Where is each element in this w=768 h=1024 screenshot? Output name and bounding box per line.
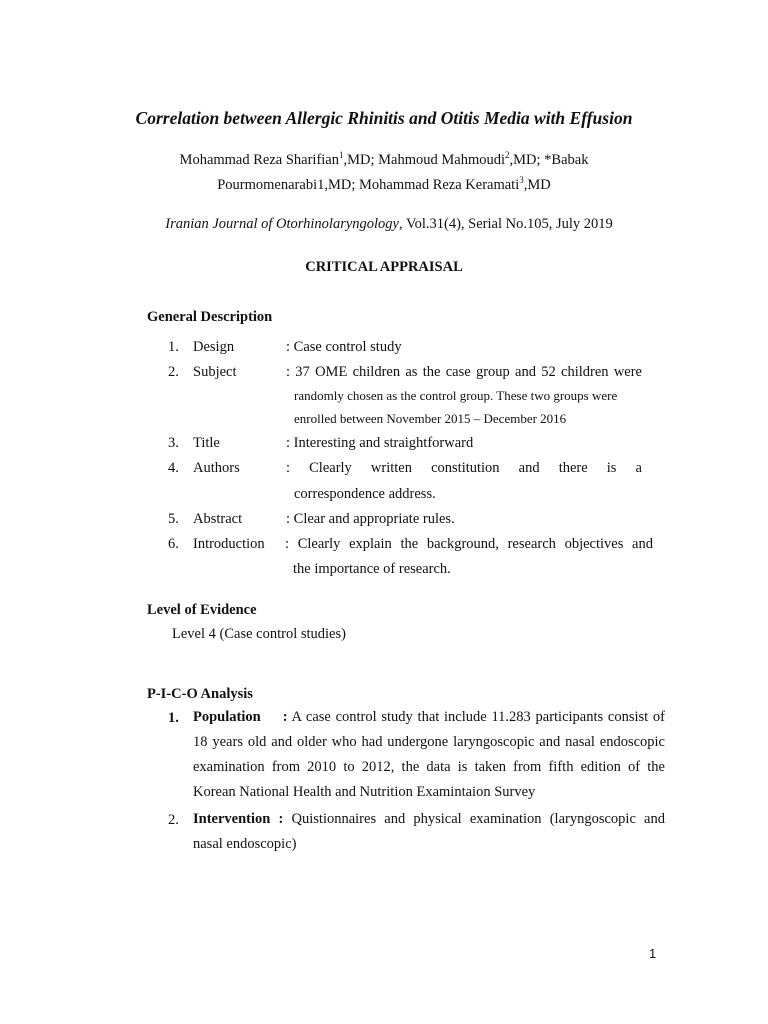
item-label: Introduction: [193, 536, 265, 552]
affiliation-sup: 2: [505, 150, 510, 160]
pico-item-body: [193, 705, 665, 805]
paper-title: Correlation between Allergic Rhinitis and Otitis Media with Effusion: [135, 108, 633, 128]
item-number: 1.: [168, 710, 179, 726]
item-label: Design: [193, 339, 235, 355]
item-number: 2.: [168, 364, 179, 380]
item-value: : Case control study: [286, 339, 402, 355]
item-number: 3.: [168, 435, 179, 451]
author-line-2: [0, 173, 768, 198]
page-number: 1: [649, 946, 657, 961]
journal-details: , Vol.31(4), Serial No.105, July 2019: [399, 216, 613, 232]
author-list: [0, 148, 768, 198]
section-heading-critical-appraisal: CRITICAL APPRAISAL: [305, 259, 463, 275]
author-name: ,MD; Mahmoud Mahmoudi: [343, 152, 506, 168]
item-value-continuation: enrolled between November 2015 – December 2016: [294, 411, 567, 426]
section-heading-pico-analysis: P-I-C-O Analysis: [147, 686, 253, 702]
item-value-continuation: randomly chosen as the control group. These two groups were: [294, 388, 618, 403]
author-name: ,MD; *Babak: [509, 152, 589, 168]
item-value-continuation: the importance of research.: [293, 561, 451, 577]
item-label: Authors: [193, 460, 240, 476]
item-value: : Clear and appropriate rules.: [286, 511, 455, 527]
item-number: 1.: [168, 339, 179, 355]
item-label: Subject: [193, 364, 237, 380]
item-label: Population: [193, 709, 261, 725]
item-number: 6.: [168, 536, 179, 552]
item-value: : Interesting and straightforward: [286, 435, 474, 451]
section-heading-general-description: General Description: [147, 309, 273, 325]
author-name: Mohammad Reza Sharifian: [179, 152, 339, 168]
item-number: 5.: [168, 511, 179, 527]
item-label: Title: [193, 435, 220, 451]
item-value: A case control study that include 11.283 participants consist of 18 years old and older who had undergone laryngoscopic and nasal endoscopic examination from 2010 to 2012, the data is taken from fifth edition of the Korean National Health and Nutrition Examintaion Survey: [193, 709, 665, 800]
author-name: ,MD: [523, 177, 551, 193]
journal-citation: [0, 216, 768, 233]
affiliation-sup: 3: [519, 175, 524, 185]
item-number: 2.: [168, 812, 179, 828]
author-line-1: [0, 148, 768, 173]
item-label: Intervention :: [193, 811, 284, 827]
level-of-evidence-text: Level 4 (Case control studies): [172, 626, 346, 642]
item-value: : Clearly written constitution and there is a: [286, 460, 642, 476]
item-value: : 37 OME children as the case group and 52 children were: [286, 364, 642, 380]
section-heading-level-of-evidence: Level of Evidence: [147, 602, 257, 618]
affiliation-sup: 1: [339, 150, 344, 160]
item-number: 4.: [168, 460, 179, 476]
item-label: Abstract: [193, 511, 243, 527]
item-value: Quistionnaires and physical examination (laryngoscopic and nasal endoscopic): [193, 811, 665, 852]
author-name: Pourmomenarabi1,MD; Mohammad Reza Keramati: [217, 177, 520, 193]
journal-name: Iranian Journal of Otorhinolaryngology: [165, 216, 399, 232]
item-value: : Clearly explain the background, research objectives and: [285, 536, 653, 552]
pico-item-body: [193, 807, 665, 857]
item-separator: :: [282, 709, 288, 725]
item-value-continuation: correspondence address.: [294, 486, 436, 502]
